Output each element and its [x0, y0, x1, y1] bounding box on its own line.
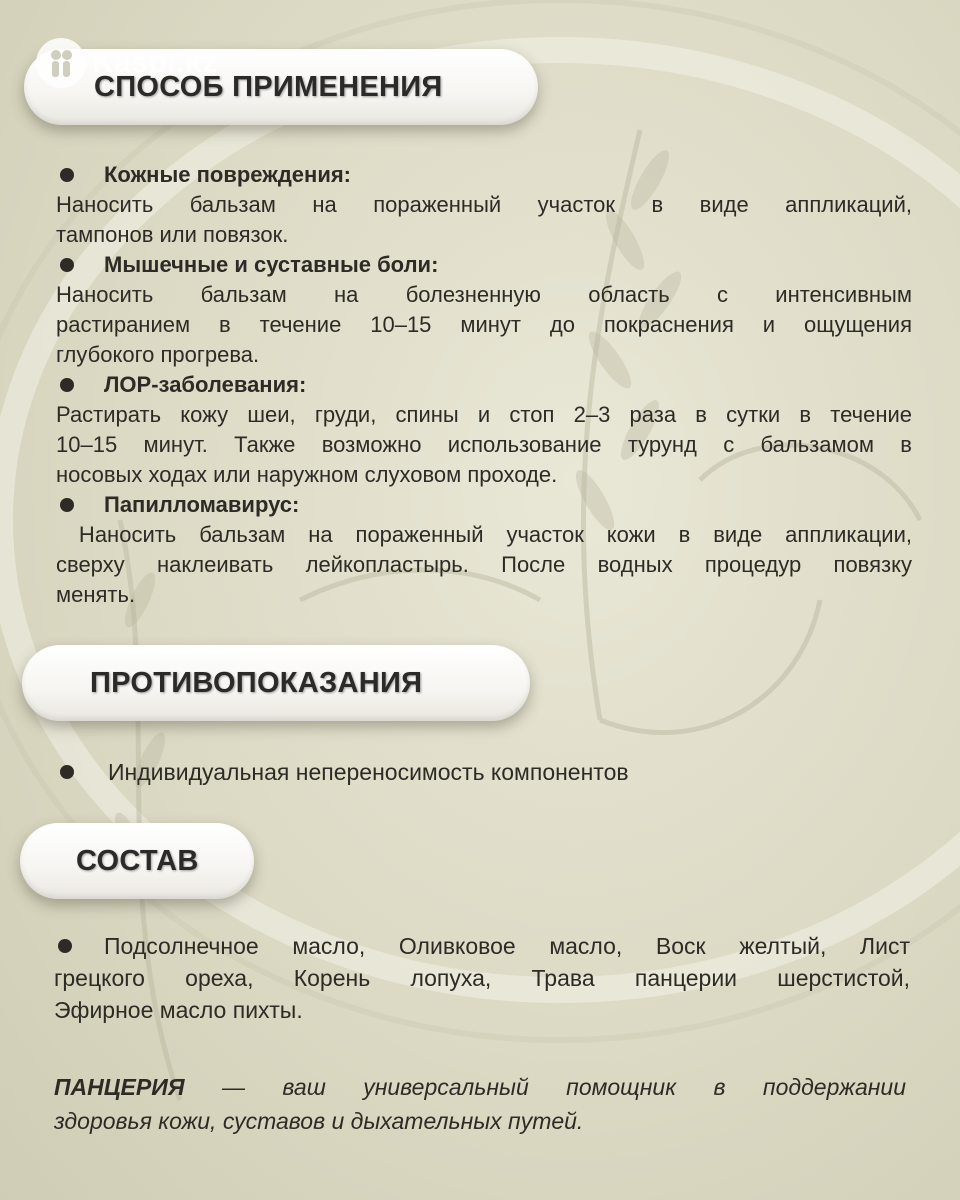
kaspi-logo-icon: [36, 38, 86, 88]
footer-line2: здоровья кожи, суставов и дыхательных путей.: [54, 1108, 584, 1134]
bullet-icon: [60, 378, 74, 392]
usage-item-text: 10–15 минут. Также возможно использование турунд с бальзамом в: [56, 432, 912, 457]
composition-line: Эфирное масло пихты.: [54, 997, 303, 1023]
usage-item-text: Наносить бальзам на болезненную область с интенсивным: [56, 282, 912, 307]
usage-item-text: Наносить бальзам на пораженный участок в виде аппликаций,: [56, 192, 912, 217]
bullet-icon: [58, 939, 72, 953]
composition-section-header: [20, 823, 254, 899]
bullet-icon: [60, 498, 74, 512]
usage-item-text: сверху наклеивать лейкопластырь. После водных процедур повязку: [56, 552, 912, 577]
usage-item-text: менять.: [56, 582, 136, 607]
contra-section-header: [22, 645, 530, 721]
usage-item-text: Наносить бальзам на пораженный участок кожи в виде аппликации,: [56, 522, 912, 547]
usage-item-text: тампонов или повязок.: [56, 222, 289, 247]
usage-item-text: глубокого прогрева.: [56, 342, 260, 367]
contra-item: Индивидуальная непереносимость компонентов: [56, 756, 912, 788]
composition-line: грецкого ореха, Корень лопуха, Трава панцерии шерстистой,: [54, 965, 910, 991]
composition-section-title: СОСТАВ: [76, 844, 199, 877]
bullet-icon: [60, 765, 74, 779]
footer-line1: — ваш универсальный помощник в поддержании: [184, 1074, 906, 1100]
usage-item-text: Растирать кожу шеи, груди, спины и стоп 2–3 раза в сутки в течение: [56, 402, 912, 427]
contra-list: [56, 756, 912, 788]
usage-item-text: носовых ходах или наружном слуховом проходе.: [56, 462, 558, 487]
usage-text-block: [56, 160, 912, 610]
usage-item-text: растиранием в течение 10–15 минут до покраснения и ощущения: [56, 312, 912, 337]
usage-section-title: СПОСОБ ПРИМЕНЕНИЯ: [94, 70, 443, 103]
bullet-icon: [60, 258, 74, 272]
footer-note: [54, 1070, 906, 1138]
contra-section-title: ПРОТИВОПОКАЗАНИЯ: [90, 666, 423, 699]
composition-line: Подсолнечное масло, Оливковое масло, Воск желтый, Лист: [54, 930, 910, 962]
usage-item-skin: Кожные повреждения:: [56, 160, 912, 190]
footer-brand: ПАНЦЕРИЯ: [54, 1074, 185, 1100]
usage-item-ent: ЛОР-заболевания:: [56, 370, 912, 400]
bullet-icon: [60, 168, 74, 182]
composition-text-block: [54, 930, 910, 1026]
kaspi-logo-text: Kaspi.kz: [92, 46, 218, 79]
kaspi-logo: [36, 38, 218, 88]
usage-item-papilloma: Папилломавирус:: [56, 490, 912, 520]
usage-item-joints: Мышечные и суставные боли:: [56, 250, 912, 280]
